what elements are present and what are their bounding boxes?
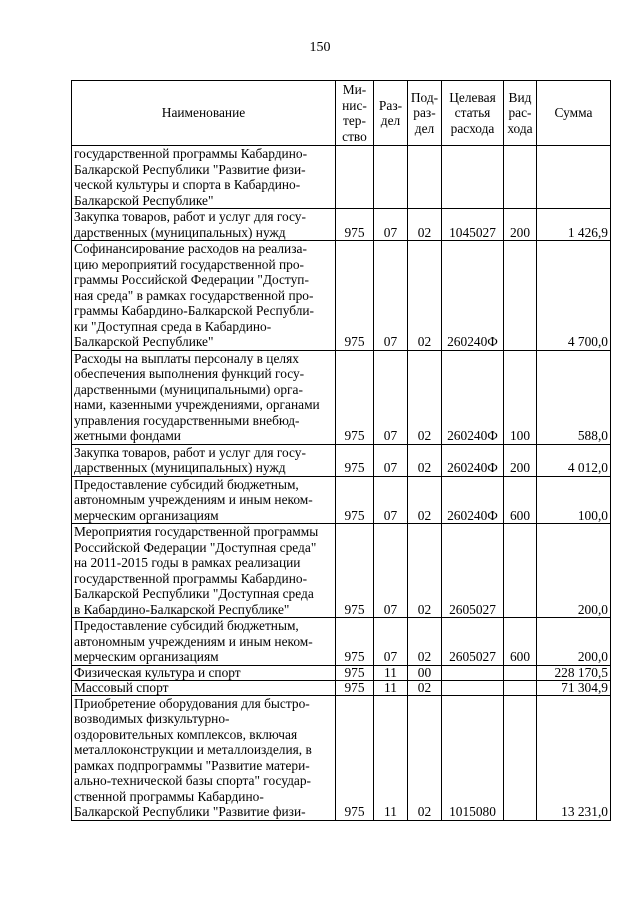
table-row [72,241,611,351]
row-kind [504,680,537,695]
row-target: 260240Ф [442,476,504,524]
row-kind: 100 [504,350,537,444]
row-ministry: 975 [336,241,374,351]
row-name: Массовый спорт [72,680,336,695]
row-section: 07 [374,618,408,666]
table-row [72,209,611,241]
row-sum: 1 426,9 [537,209,611,241]
row-target [442,665,504,680]
row-sum [537,146,611,209]
header-target: Целевая статья расхода [442,81,504,146]
row-section: 07 [374,476,408,524]
row-sum: 228 170,5 [537,665,611,680]
row-kind: 600 [504,618,537,666]
row-name: Мероприятия государственной программы Российской Федерации "Доступная среда" на 2011-2015 годы в рамках реализации государственной программы Кабардино- Балкарской Республики "Доступная среда в Кабардино-Балкарской Республике" [72,524,336,618]
table-row [72,618,611,666]
row-kind [504,524,537,618]
row-kind: 200 [504,209,537,241]
row-kind [504,665,537,680]
row-target: 2605027 [442,618,504,666]
table-row [72,476,611,524]
budget-table [71,80,611,821]
row-name: Приобретение оборудования для быстро- возводимых физкультурно- оздоровительных комплексов, включая металлоконструкции и металлоизделия, в рамках подпрограммы "Развитие матери- ально-технической базы спорта" государ- ственной программы Кабардино- Балкарской Республики "Развитие физи- [72,695,336,820]
table-row [72,444,611,476]
header-subsection: Под- раз- дел [408,81,442,146]
table-row [72,665,611,680]
row-name: Закупка товаров, работ и услуг для госу- дарственных (муниципальных) нужд [72,444,336,476]
row-subsection: 02 [408,618,442,666]
row-target: 260240Ф [442,241,504,351]
row-subsection: 02 [408,476,442,524]
row-sum: 588,0 [537,350,611,444]
row-target: 2605027 [442,524,504,618]
table-header-row [72,81,611,146]
row-section: 11 [374,695,408,820]
row-kind [504,146,537,209]
row-target: 260240Ф [442,444,504,476]
row-kind: 200 [504,444,537,476]
row-subsection: 02 [408,680,442,695]
row-target: 1045027 [442,209,504,241]
row-ministry: 975 [336,444,374,476]
row-ministry: 975 [336,665,374,680]
row-subsection: 02 [408,695,442,820]
row-sum: 200,0 [537,524,611,618]
table-row [72,695,611,820]
row-name: Софинансирование расходов на реализа- цию мероприятий государственной про- граммы Российской Федерации "Доступ- ная среда" в рамках государственной про- граммы Кабардино-Балкарской Республи- ки "Доступная среда в Кабардино- Балкарской Республике" [72,241,336,351]
row-subsection [408,146,442,209]
row-ministry: 975 [336,350,374,444]
row-target: 260240Ф [442,350,504,444]
header-kind: Вид рас- хода [504,81,537,146]
row-subsection: 02 [408,524,442,618]
page-number: 150 [309,40,331,55]
row-section: 07 [374,524,408,618]
row-ministry: 975 [336,680,374,695]
row-sum: 200,0 [537,618,611,666]
row-sum: 100,0 [537,476,611,524]
row-section: 07 [374,444,408,476]
header-ministry: Ми- нис- тер- ство [336,81,374,146]
row-target [442,146,504,209]
table-row [72,350,611,444]
row-name: Предоставление субсидий бюджетным, автономным учреждениям и иным неком- мерческим организациям [72,476,336,524]
table-row [72,680,611,695]
header-section: Раз- дел [374,81,408,146]
row-ministry: 975 [336,695,374,820]
table-row [72,146,611,209]
row-section: 07 [374,350,408,444]
row-ministry: 975 [336,618,374,666]
row-section [374,146,408,209]
row-section: 07 [374,209,408,241]
row-ministry: 975 [336,524,374,618]
row-ministry: 975 [336,476,374,524]
row-name: Закупка товаров, работ и услуг для госу- дарственных (муниципальных) нужд [72,209,336,241]
row-name: государственной программы Кабардино- Балкарской Республики "Развитие физи- ческой культуры и спорта в Кабардино- Балкарской Республике" [72,146,336,209]
row-name: Расходы на выплаты персоналу в целях обеспечения выполнения функций госу- дарственными (муниципальными) орга- нами, казенными учреждениями, органами управления государственными внебюд- жетными фондами [72,350,336,444]
row-subsection: 02 [408,444,442,476]
row-ministry [336,146,374,209]
row-sum: 4 700,0 [537,241,611,351]
row-section: 07 [374,241,408,351]
row-target [442,680,504,695]
row-kind [504,695,537,820]
row-name: Физическая культура и спорт [72,665,336,680]
row-subsection: 00 [408,665,442,680]
row-subsection: 02 [408,209,442,241]
row-ministry: 975 [336,209,374,241]
row-subsection: 02 [408,350,442,444]
row-section: 11 [374,665,408,680]
table-row [72,524,611,618]
row-sum: 71 304,9 [537,680,611,695]
row-subsection: 02 [408,241,442,351]
row-target: 1015080 [442,695,504,820]
row-sum: 4 012,0 [537,444,611,476]
row-section: 11 [374,680,408,695]
row-sum: 13 231,0 [537,695,611,820]
row-name: Предоставление субсидий бюджетным, автономным учреждениям и иным неком- мерческим организациям [72,618,336,666]
row-kind: 600 [504,476,537,524]
header-sum: Сумма [537,81,611,146]
header-name: Наименование [72,81,336,146]
row-kind [504,241,537,351]
